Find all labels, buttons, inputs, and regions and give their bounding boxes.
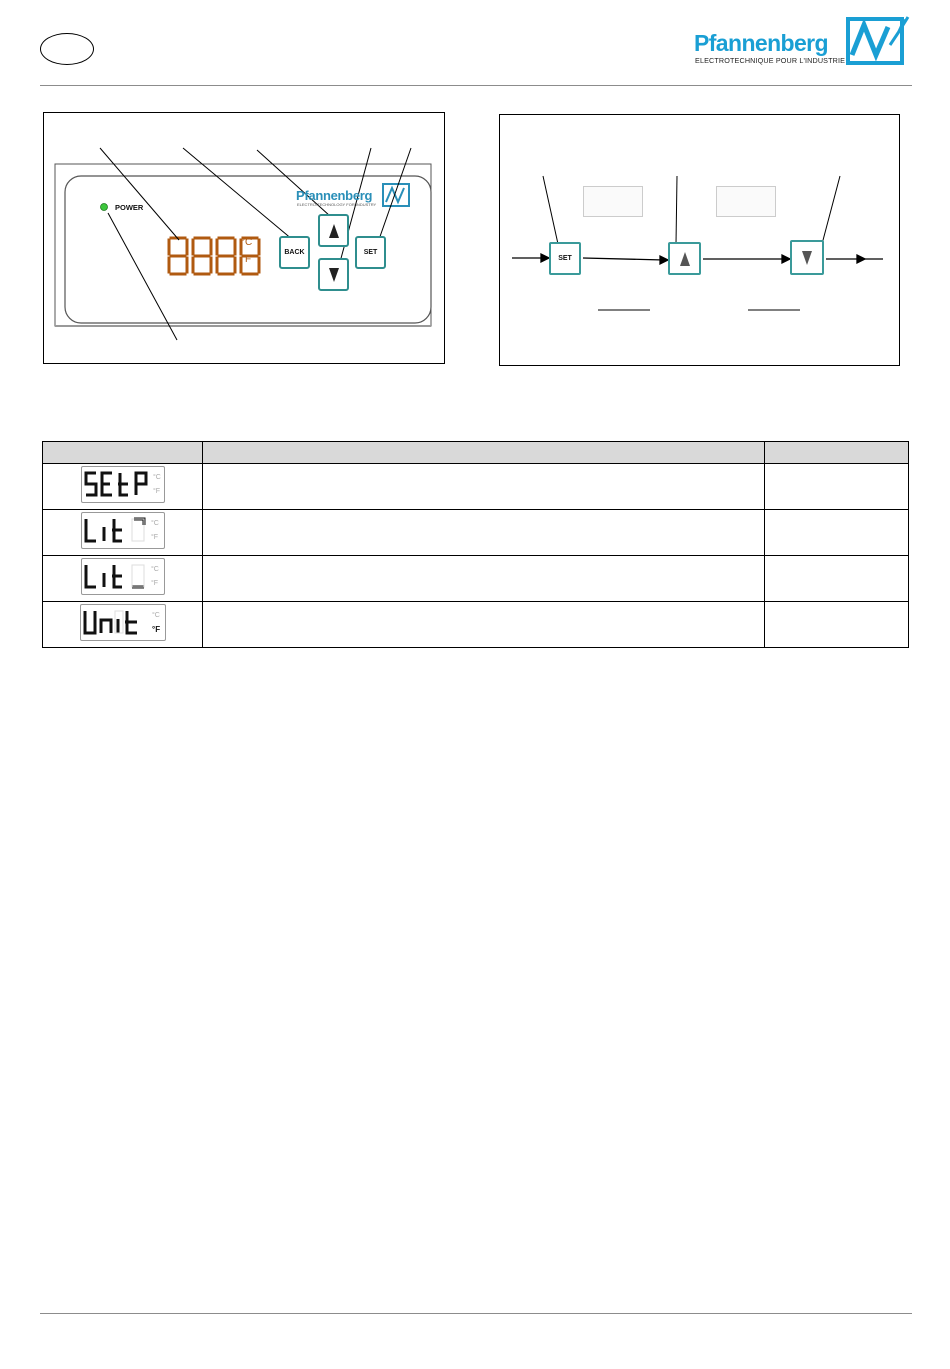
back-button[interactable]: BACK bbox=[279, 236, 310, 269]
svg-text:°F: °F bbox=[150, 579, 158, 587]
lcd-lit-high-display bbox=[81, 512, 165, 549]
down-button[interactable] bbox=[318, 258, 349, 291]
pass-display-1 bbox=[583, 186, 643, 217]
svg-text:°F: °F bbox=[150, 533, 158, 541]
svg-text:°F: °F bbox=[151, 624, 160, 634]
value-cell bbox=[765, 464, 909, 510]
table-row bbox=[43, 510, 909, 556]
value-cell bbox=[765, 510, 909, 556]
brand-logo-icon bbox=[846, 15, 910, 65]
lcd-unit-display bbox=[80, 604, 166, 641]
svg-text:°C: °C bbox=[150, 565, 159, 573]
triangle-up-icon bbox=[328, 223, 340, 239]
pass-display-2 bbox=[716, 186, 776, 217]
table-header-row bbox=[43, 442, 909, 464]
description-cell bbox=[203, 510, 765, 556]
display-cell bbox=[43, 464, 203, 510]
panel-brand-tagline: ELECTRO-TECHNOLOGY FOR INDUSTRY bbox=[297, 202, 377, 207]
brand-logo-text: Pfannenberg bbox=[694, 30, 828, 56]
header-divider bbox=[40, 85, 912, 86]
table-row bbox=[43, 602, 909, 648]
table-header-cell bbox=[765, 442, 909, 464]
triangle-up-icon bbox=[679, 251, 691, 267]
value-cell bbox=[765, 556, 909, 602]
lcd-lit-low-display bbox=[81, 558, 165, 595]
panel-brand-text: Pfannenberg bbox=[296, 188, 373, 203]
footer-divider bbox=[40, 1313, 912, 1314]
lcd-setp-display bbox=[81, 466, 165, 503]
sequence-down-button[interactable] bbox=[790, 240, 824, 275]
triangle-down-icon bbox=[801, 250, 813, 266]
parameter-table bbox=[42, 441, 909, 648]
sequence-up-button[interactable] bbox=[668, 242, 701, 275]
display-cell bbox=[43, 602, 203, 648]
table-header-cell bbox=[43, 442, 203, 464]
sequence-set-button[interactable]: SET bbox=[549, 242, 581, 275]
svg-text:°C: °C bbox=[150, 519, 159, 527]
table-row bbox=[43, 556, 909, 602]
brand-tagline: ELECTROTECHNIQUE POUR L'INDUSTRIE bbox=[695, 56, 846, 65]
svg-text:°C: °C bbox=[151, 611, 160, 619]
display-cell bbox=[43, 556, 203, 602]
table-header-cell bbox=[203, 442, 765, 464]
description-cell bbox=[203, 464, 765, 510]
svg-text:°C: °C bbox=[152, 473, 161, 481]
display-cell bbox=[43, 510, 203, 556]
unit-celsius-label: °C bbox=[241, 237, 253, 248]
set-button[interactable]: SET bbox=[355, 236, 386, 269]
password-sequence-drawing bbox=[499, 114, 899, 365]
description-cell bbox=[203, 602, 765, 648]
value-cell bbox=[765, 602, 909, 648]
description-cell bbox=[203, 556, 765, 602]
language-indicator-oval bbox=[40, 33, 94, 65]
svg-text:°F: °F bbox=[152, 487, 160, 495]
table-row bbox=[43, 464, 909, 510]
power-label: POWER bbox=[115, 203, 144, 212]
triangle-down-icon bbox=[328, 267, 340, 283]
up-button[interactable] bbox=[318, 214, 349, 247]
unit-fahrenheit-label: °F bbox=[241, 254, 252, 265]
